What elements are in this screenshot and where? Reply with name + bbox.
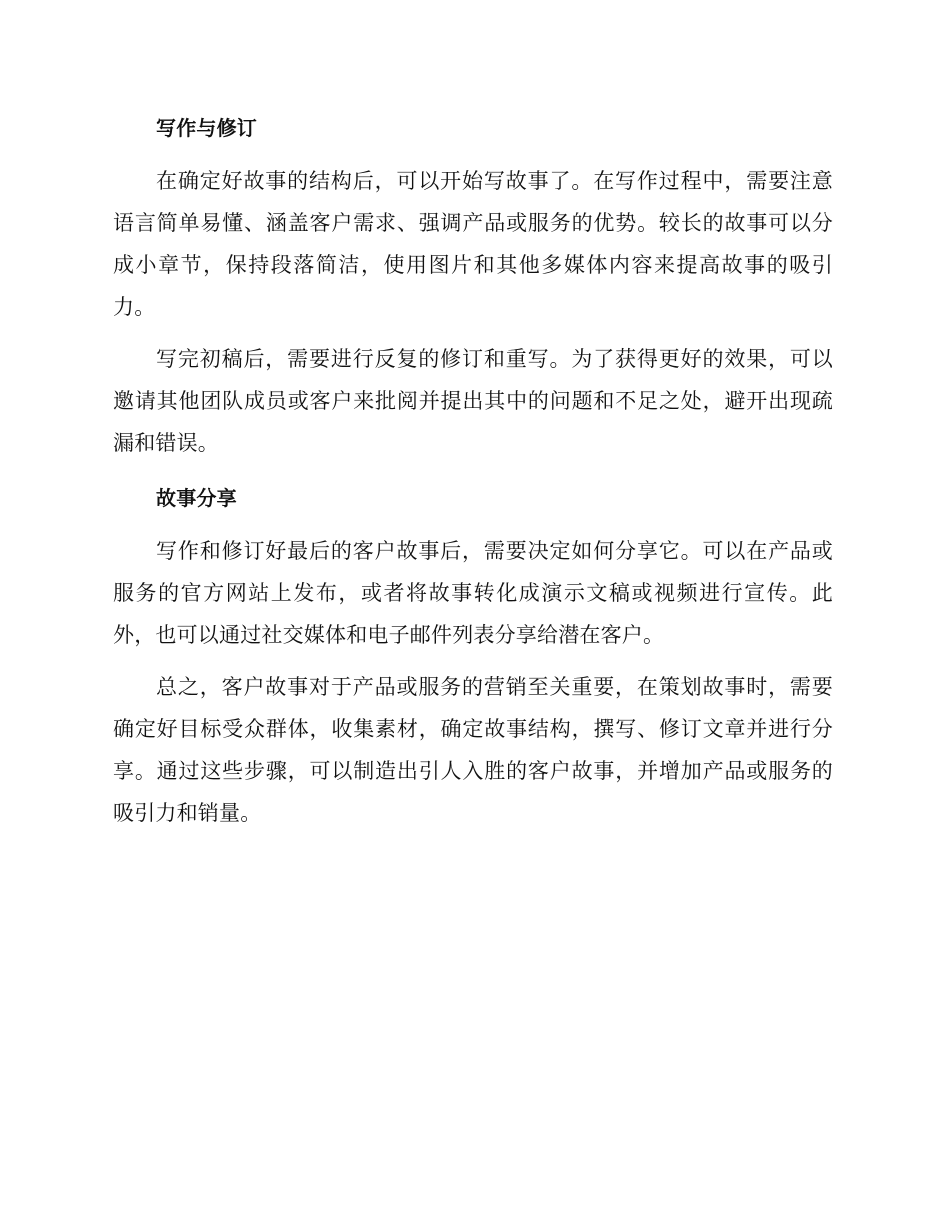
section-heading-story-sharing: 故事分享: [156, 486, 237, 510]
paragraph-revision: 写完初稿后，需要进行反复的修订和重写。为了获得更好的效果，可以邀请其他团队成员或客户来批阅并提出其中的问题和不足之处，避开出现疏漏和错误。: [113, 347, 833, 455]
paragraph-writing: 在确定好故事的结构后，可以开始写故事了。在写作过程中，需要注意语言简单易懂、涵盖客户需求、强调产品或服务的优势。较长的故事可以分成小章节，保持段落简洁，使用图片和其他多媒体内容来提高故事的吸引力。: [113, 169, 833, 319]
section-heading-writing-revision: 写作与修订: [156, 116, 257, 140]
paragraph-sharing: 写作和修订好最后的客户故事后，需要决定如何分享它。可以在产品或服务的官方网站上发布，或者将故事转化成演示文稿或视频进行宣传。此外，也可以通过社交媒体和电子邮件列表分享给潜在客户。: [113, 539, 833, 647]
document-body: [113, 107, 833, 834]
paragraph-summary: 总之，客户故事对于产品或服务的营销至关重要，在策划故事时，需要确定好目标受众群体，收集素材，确定故事结构，撰写、修订文章并进行分享。通过这些步骤，可以制造出引人入胜的客户故事，并增加产品或服务的吸引力和销量。: [113, 675, 833, 825]
